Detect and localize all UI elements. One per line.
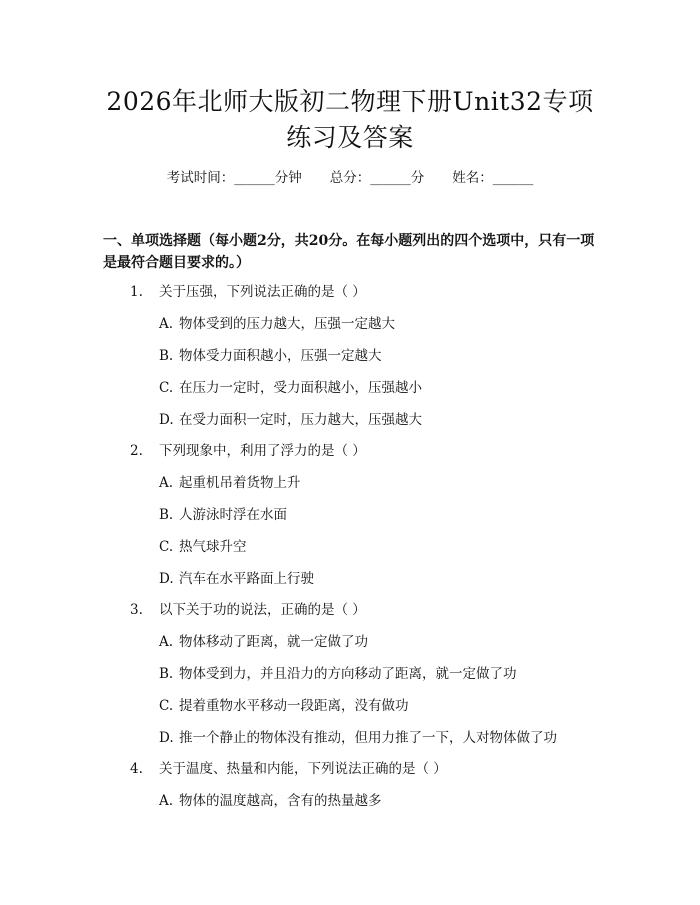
option-text: 提着重物水平移动一段距离，没有做功 xyxy=(179,698,409,714)
option-item xyxy=(159,346,382,366)
option-text: 物体移动了距离，就一定做了功 xyxy=(179,634,368,650)
option-item xyxy=(159,410,422,430)
option-label: A. xyxy=(159,634,174,650)
option-text: 热气球升空 xyxy=(179,539,247,555)
option-item xyxy=(159,378,422,398)
option-text: 推一个静止的物体没有推动，但用力推了一下，人对物体做了功 xyxy=(179,730,557,746)
option-text: 起重机吊着货物上升 xyxy=(179,475,301,491)
option-text: 在受力面积一定时，压力越大，压强越大 xyxy=(179,412,422,428)
question-number: 3. xyxy=(130,602,143,618)
option-item xyxy=(159,791,382,811)
option-label: D. xyxy=(159,730,174,746)
option-item xyxy=(159,569,314,589)
option-text: 物体受到力，并且沿力的方向移动了距离，就一定做了功 xyxy=(179,666,517,682)
option-label: B. xyxy=(159,666,174,682)
option-item xyxy=(159,537,247,557)
question-number: 4. xyxy=(130,761,143,777)
question-text: 关于温度、热量和内能，下列说法正确的是（ ） xyxy=(159,761,447,777)
option-item xyxy=(159,632,368,652)
option-text: 人游泳时浮在水面 xyxy=(179,507,287,523)
option-label: D. xyxy=(159,412,174,428)
page-title-line-1: 2026年北师大版初二物理下册Unit32专项 xyxy=(106,87,594,116)
option-item xyxy=(159,728,557,748)
option-label: B. xyxy=(159,348,174,364)
question-text: 下列现象中，利用了浮力的是（ ） xyxy=(159,443,366,459)
question-text: 以下关于功的说法，正确的是（ ） xyxy=(159,602,366,618)
option-text: 物体受到的压力越大，压强一定越大 xyxy=(179,316,395,332)
name-field: 姓名：______ xyxy=(452,170,534,186)
option-text: 物体受力面积越小，压强一定越大 xyxy=(179,348,382,364)
option-item xyxy=(159,664,517,684)
option-label: C. xyxy=(159,698,174,714)
option-text: 在压力一定时，受力面积越小，压强越小 xyxy=(179,380,422,396)
option-label: C. xyxy=(159,539,174,555)
option-label: A. xyxy=(159,316,174,332)
option-text: 物体的温度越高，含有的热量越多 xyxy=(179,793,382,809)
exam-meta xyxy=(0,168,700,188)
option-label: A. xyxy=(159,793,174,809)
option-item xyxy=(159,696,409,716)
total-score-field: 总分：______分 xyxy=(329,170,425,186)
option-label: C. xyxy=(159,380,174,396)
section-heading: 一、单项选择题（每小题2分，共20分。在每小题列出的四个选项中，只有一项是最符合题目要求的。） xyxy=(103,233,595,271)
page-title-line-2: 练习及答案 xyxy=(286,123,414,152)
option-label: B. xyxy=(159,507,174,523)
option-label: D. xyxy=(159,571,174,587)
option-item xyxy=(159,473,301,493)
exam-time-field: 考试时间：______分钟 xyxy=(166,170,302,186)
question-number: 1. xyxy=(130,284,143,300)
option-label: A. xyxy=(159,475,174,491)
option-item xyxy=(159,505,287,525)
question-text: 关于压强，下列说法正确的是（ ） xyxy=(159,284,366,300)
question-number: 2. xyxy=(130,443,143,459)
option-item xyxy=(159,314,395,334)
option-text: 汽车在水平路面上行驶 xyxy=(179,571,314,587)
